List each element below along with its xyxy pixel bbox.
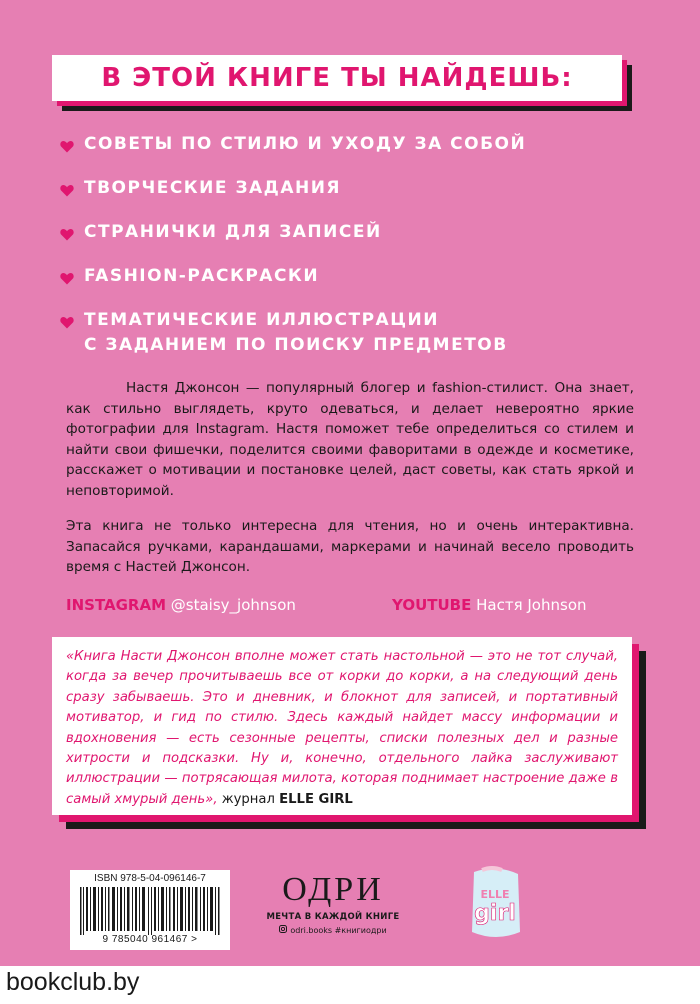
feature-text: ТВОРЧЕСКИЕ ЗАДАНИЯ [84, 178, 342, 198]
instagram-icon [279, 925, 287, 935]
feature-item [60, 308, 508, 358]
quote-box [52, 637, 632, 815]
series-logo [462, 862, 528, 944]
heart-icon [60, 220, 84, 245]
heart-icon [60, 132, 84, 157]
heart-icon [60, 176, 84, 201]
barcode-bars [78, 887, 222, 935]
svg-text:girl: girl [474, 901, 516, 926]
publisher-logo [258, 872, 408, 935]
svg-text:ELLE: ELLE [480, 888, 510, 901]
instagram-handle: @staisy_johnson [170, 596, 296, 614]
youtube-handle: Настя Johnson [476, 596, 587, 614]
feature-item [60, 264, 319, 289]
instagram-link[interactable] [66, 596, 296, 614]
description-paragraph: Настя Джонсон — популярный блогер и fashion-стилист. Она знает, как стильно выглядеть, круто одеваться, и делает невероятно яркие фотографии для Instagram. Настя поможет тебе определиться со стилем и найти свои фишечки, поделится своими фаворитами в одежде и косметике, расскажет о мотивации и постановке целей, даст советы, как стать яркой и неповторимой. [66, 380, 634, 499]
title-box [52, 55, 622, 101]
title-banner [52, 55, 622, 101]
youtube-label: YOUTUBE [392, 596, 472, 614]
publisher-social [258, 925, 408, 935]
footer-bar [0, 966, 700, 1004]
barcode-digits: 9 785040 961467 > [102, 934, 198, 945]
publisher-name: ОДРИ [282, 871, 384, 908]
heart-icon [60, 308, 84, 333]
barcode [70, 870, 230, 950]
feature-text: СОВЕТЫ ПО СТИЛЮ И УХОДУ ЗА СОБОЙ [84, 134, 527, 154]
page-title: В ЭТОЙ КНИГЕ ТЫ НАЙДЕШЬ: [101, 63, 573, 93]
quote-text [66, 647, 618, 810]
description-paragraph: Эта книга не только интересна для чтения, но и очень интерактивна. Запасайся ручками, карандашами, маркерами и начинай весело проводить время с Настей Джонсон. [66, 518, 634, 576]
feature-text: FASHION-РАСКРАСКИ [84, 266, 320, 286]
feature-text: СТРАНИЧКИ ДЛЯ ЗАПИСЕЙ [84, 222, 382, 242]
isbn-number: ISBN 978-5-04-096146-7 [94, 873, 206, 884]
quote-body: «Книга Насти Джонсон вполне может стать настольной — это не тот случай, когда за вечер прочитываешь все от корки до корки, а на следующий день сразу забываешь. Это и дневник, и блокнот для записей, и портативный мотиватор, и гид по стилю. Здесь каждый найдет массу информации и вдохновения — есть сезонные рецепты, списки полезных дел и разные хитрости и подсказки. Ну и, конечно, отдельного лайка заслуживают иллюстрации — потрясающая милота, которая поднимает настроение даже в самый хмурый день», [66, 649, 618, 807]
review-quote [52, 637, 632, 815]
feature-item [60, 132, 526, 157]
quote-source-prefix: журнал [221, 791, 275, 807]
feature-item [60, 220, 382, 245]
publisher-slogan: МЕЧТА В КАЖДОЙ КНИГЕ [266, 912, 400, 922]
youtube-link[interactable] [392, 596, 587, 614]
site-watermark: bookclub.by [6, 968, 140, 996]
feature-text: ТЕМАТИЧЕСКИЕ ИЛЛЮСТРАЦИИ С ЗАДАНИЕМ ПО ПОИСКУ ПРЕДМЕТОВ [84, 310, 508, 355]
heart-icon [60, 264, 84, 289]
publisher-social-text: odri.books #книгиодри [290, 925, 387, 935]
feature-item [60, 176, 341, 201]
quote-source-name: ELLE GIRL [279, 791, 353, 807]
instagram-label: INSTAGRAM [66, 596, 167, 614]
